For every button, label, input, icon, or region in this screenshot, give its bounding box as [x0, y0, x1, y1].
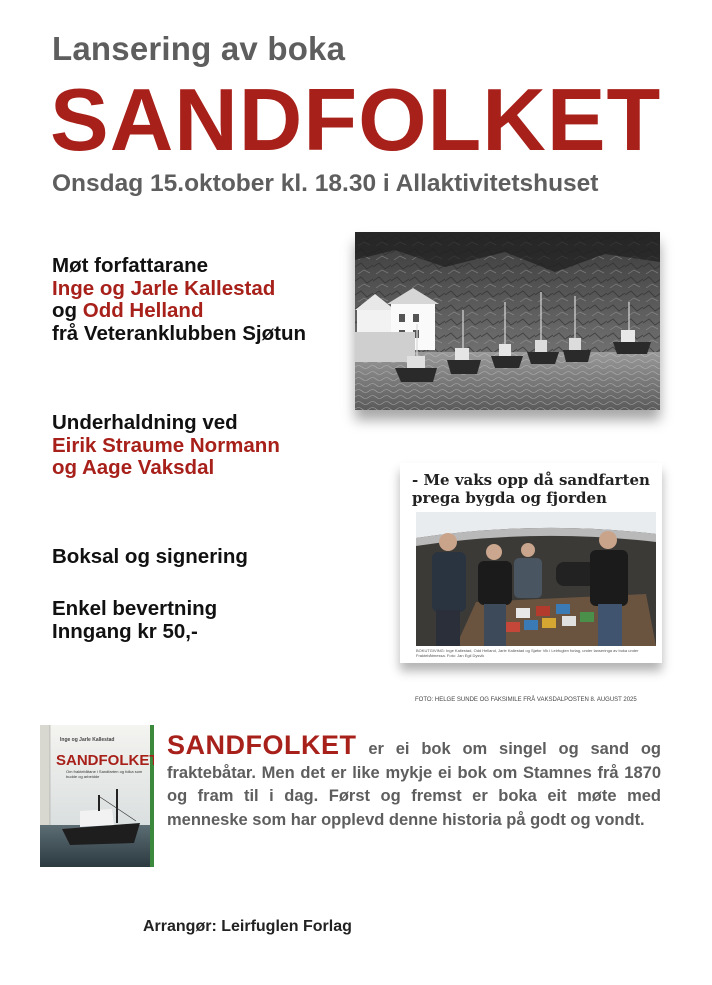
- clipping-headline-line1: - Me vaks opp då sandfarten: [412, 471, 650, 489]
- clipping-photo: [416, 512, 656, 646]
- harbour-photo-image: [355, 232, 660, 410]
- book-cover: [40, 725, 154, 867]
- authors-helland-line: [52, 300, 306, 323]
- description-text: er ei bok om singel og sand og fraktebåtar. Men det er like mykje ei bok om Stamnes frå 1870 og fram til i dag. Først og fremst er boka eit møte med menneske som har opplevd denne historia på godt og vondt.: [167, 740, 661, 829]
- author-helland: Odd Helland: [82, 299, 204, 322]
- book-sale-line: Boksal og signering: [52, 545, 248, 568]
- clipping-headline: [412, 471, 657, 507]
- cover-authors: Inge og Jarle Kallestad: [60, 737, 115, 743]
- cover-blurb: Om fraktebåtane i Sandfarten og folka som budde og arbeidde: [66, 769, 143, 779]
- meet-heading: Møt forfattarane: [52, 254, 209, 277]
- book-cover-image: [40, 725, 154, 867]
- cover-blurb-box: [66, 769, 144, 791]
- refreshments-line: Enkel bevertning: [52, 597, 218, 620]
- authors-kallestad: Inge og Jarle Kallestad: [52, 276, 276, 300]
- photo-credit: FOTO: HELGE SUNDE OG FAKSIMILE FRÅ VAKSDALPOSTEN 8. AUGUST 2025: [415, 697, 637, 703]
- book-sale-block: [52, 546, 248, 569]
- refreshments-block: [52, 598, 217, 643]
- event-title: SANDFOLKET: [50, 70, 662, 169]
- og-word: og: [52, 299, 83, 322]
- clipping-headline-line2: prega bygda og fjorden: [412, 489, 607, 507]
- entertainment-heading: Underhaldning ved: [52, 411, 238, 434]
- organizer: Arrangør: Leirfuglen Forlag: [143, 918, 352, 935]
- club-line: frå Veteranklubben Sjøtun: [52, 321, 307, 345]
- book-description: [167, 730, 661, 832]
- performer-normann: Eirik Straume Normann: [52, 433, 280, 457]
- clipping-photo-image: [416, 512, 656, 646]
- entertainment-block: [52, 412, 280, 480]
- performer-vaksdal: og Aage Vaksdal: [52, 456, 215, 479]
- event-dateline: Onsdag 15.oktober kl. 18.30 i Allaktivitetshuset: [52, 170, 599, 197]
- meet-authors-block: [52, 255, 306, 345]
- harbour-photo: [355, 232, 660, 410]
- description-title: SANDFOLKET: [167, 730, 357, 760]
- subtitle: Lansering av boka: [52, 30, 346, 67]
- cover-title: SANDFOLKET: [56, 752, 154, 769]
- newspaper-clipping: [400, 463, 662, 663]
- clipping-caption: BOKUTGIVING: Inge Kallestad, Odd Helland, Jarle Kallestad og Sjøfor Vik i Leirfuglen forlag, under lanseringa av boka under Fraktebåtmessa. Foto: Jan Egil Dysvik: [416, 648, 639, 658]
- entrance-fee-line: Inngang kr 50,-: [52, 619, 198, 643]
